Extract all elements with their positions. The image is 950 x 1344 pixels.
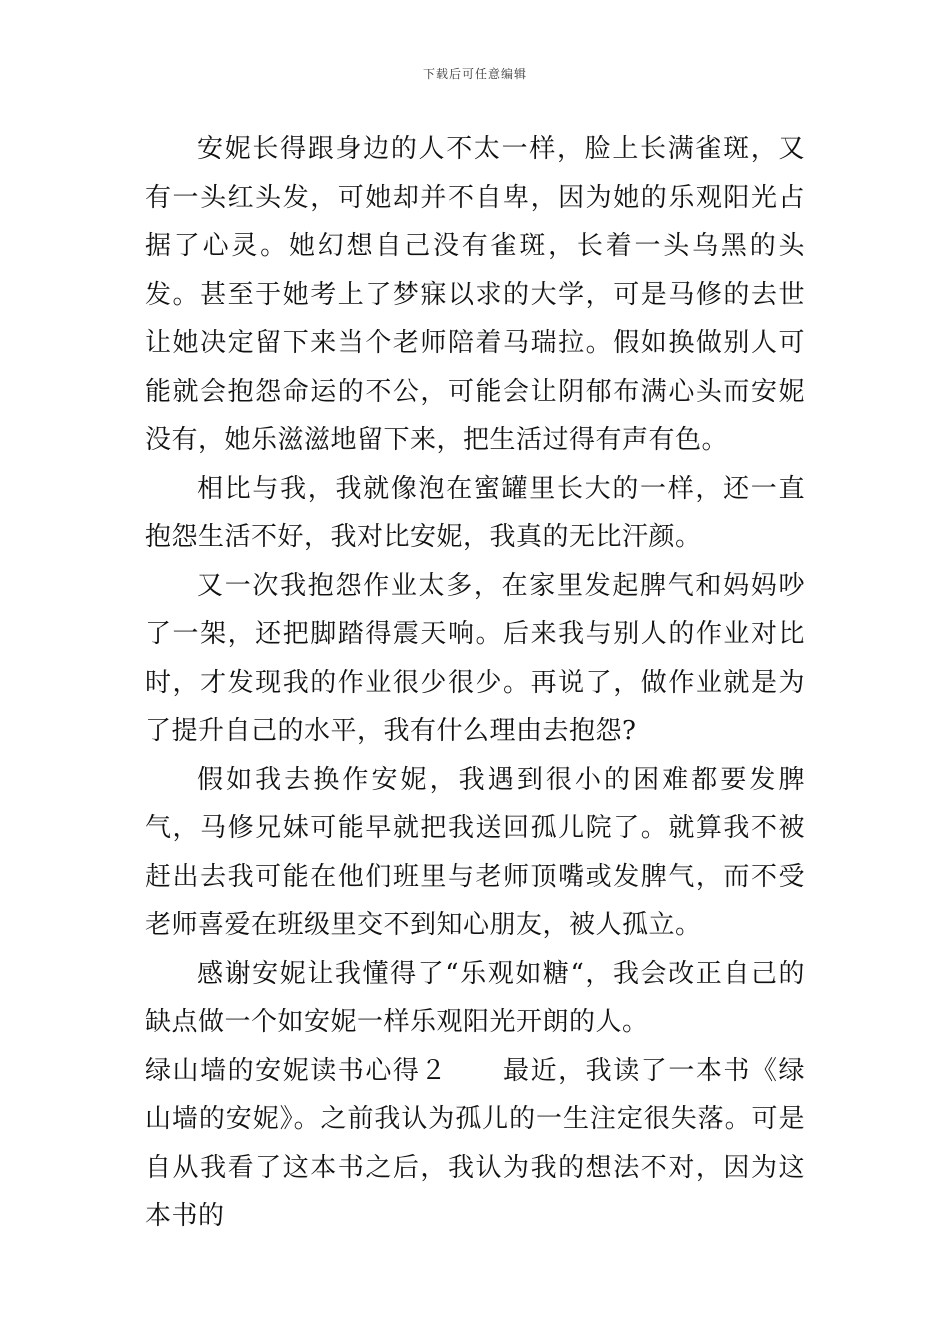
paragraph-1: 安妮长得跟身边的人不太一样，脸上长满雀斑，又有一头红头发，可她却并不自卑，因为她的乐观阳光占据了心灵。她幻想自己没有雀斑，长着一头乌黑的头发。甚至于她考上了梦寐以求的大学，可是马修的去世让她决定留下来当个老师陪着马瑞拉。假如换做别人可能就会抱怨命运的不公，可能会让阴郁布满心头而安妮没有，她乐滋滋地留下来，把生活过得有声有色。 xyxy=(145,134,805,455)
header-note: 下载后可任意编辑 xyxy=(422,67,527,81)
paragraph-5: 感谢安妮让我懂得了“乐观如糖“，我会改正自己的缺点做一个如安妮一样乐观阳光开朗的人。 xyxy=(145,958,805,1037)
paragraph-3: 又一次我抱怨作业太多，在家里发起脾气和妈妈吵了一架，还把脚踏得震天响。后来我与别人的作业对比时，才发现我的作业很少很少。再说了，做作业就是为了提升自己的水平，我有什么理由去抱怨? xyxy=(145,570,805,746)
document-body xyxy=(145,125,805,1241)
paragraph-4: 假如我去换作安妮，我遇到很小的困难都要发脾气，马修兄妹可能早就把我送回孤儿院了。就算我不被赶出去我可能在他们班里与老师顶嘴或发脾气，而不受老师喜爱在班级里交不到知心朋友，被人孤立。 xyxy=(145,764,805,940)
paragraph-6: 绿山墙的安妮读书心得２ 最近，我读了一本书《绿山墙的安妮》。之前我认为孤儿的一生注定很失落。可是自从我看了这本书之后，我认为我的想法不对，因为这本书的 xyxy=(145,1055,805,1231)
paragraph-2: 相比与我，我就像泡在蜜罐里长大的一样，还一直抱怨生活不好，我对比安妮，我真的无比汗颜。 xyxy=(145,473,805,552)
